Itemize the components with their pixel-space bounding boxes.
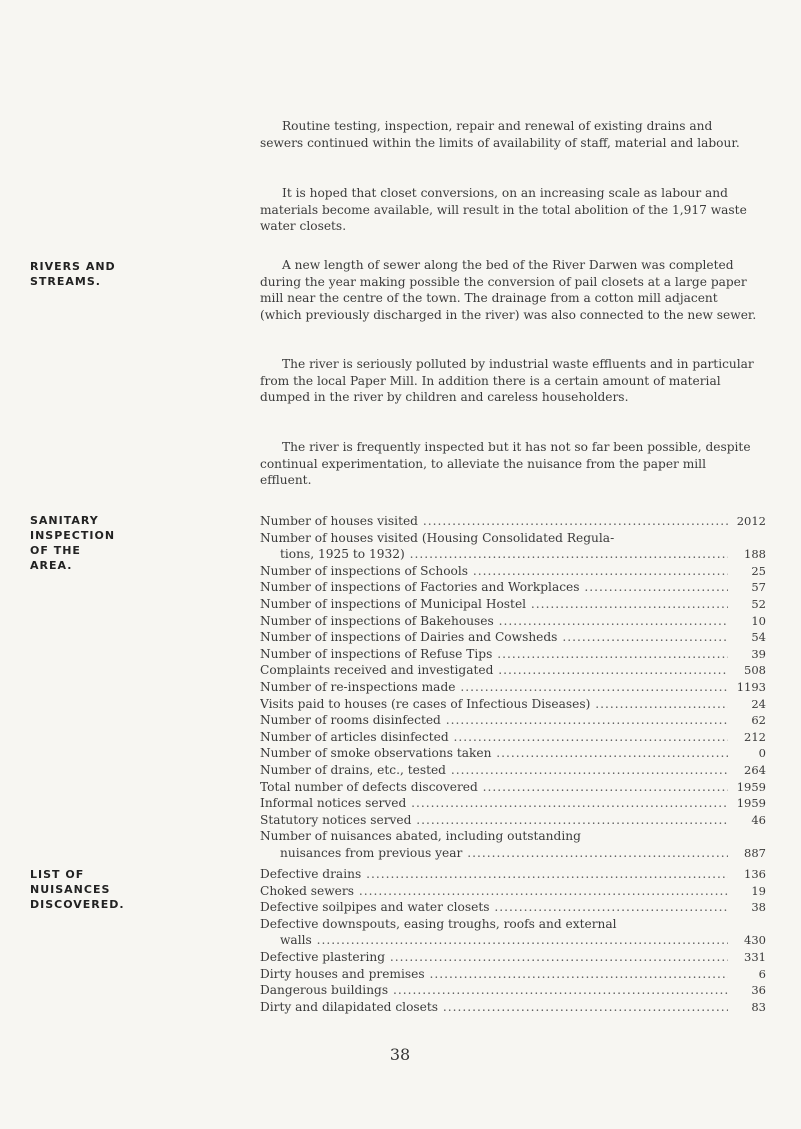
item-label: Dirty and dilapidated closets ..... bbox=[260, 999, 728, 1016]
item-value: 83 bbox=[751, 999, 766, 1014]
item-label: Total number of defects discovered ..... bbox=[260, 779, 728, 796]
list-item bbox=[260, 795, 766, 812]
item-label-line: Number of nuisances abated, including outstanding bbox=[260, 829, 581, 844]
heading-list-of-nuisances bbox=[30, 867, 150, 912]
item-value: 19 bbox=[751, 883, 766, 898]
list-item bbox=[260, 662, 766, 679]
item-value: 508 bbox=[744, 663, 766, 678]
item-label: Number of inspections of Municipal Hostel ..... bbox=[260, 596, 728, 613]
list-item bbox=[260, 883, 766, 900]
item-label: Number of inspections of Bakehouses ..... bbox=[260, 613, 728, 630]
item-label-line: Defective downspouts, easing troughs, roofs and external bbox=[260, 916, 617, 931]
paragraph-inspected: The river is frequently inspected but it has not so far been possible, despite continual experimentation, to alleviate the nuisance from the paper mill effluent. bbox=[260, 440, 751, 487]
list-item bbox=[260, 679, 766, 696]
list-item bbox=[260, 712, 766, 729]
heading-line: OF THE bbox=[30, 544, 81, 557]
item-value: 331 bbox=[744, 949, 766, 964]
item-value: 6 bbox=[758, 966, 766, 981]
list-item bbox=[260, 866, 766, 883]
heading-line: INSPECTION bbox=[30, 529, 116, 542]
item-value: 39 bbox=[751, 646, 766, 661]
item-label: Number of articles disinfected ..... bbox=[260, 729, 728, 746]
item-label: Number of drains, etc., tested ..... bbox=[260, 762, 728, 779]
list-item bbox=[260, 563, 766, 580]
item-label-continuation: walls ..... bbox=[260, 932, 728, 949]
heading-line: AREA. bbox=[30, 559, 73, 572]
page-number: 38 bbox=[389, 1045, 411, 1064]
item-label-continuation: tions, 1925 to 1932) ..... bbox=[260, 546, 728, 563]
list-item bbox=[260, 596, 766, 613]
heading-line: LIST OF bbox=[30, 868, 85, 881]
item-value: 264 bbox=[744, 762, 766, 777]
item-value: 2012 bbox=[736, 514, 766, 528]
list-item bbox=[260, 646, 766, 663]
heading-line: NUISANCES bbox=[30, 883, 111, 896]
item-value: 136 bbox=[744, 867, 766, 881]
list-item bbox=[260, 828, 766, 861]
list-item bbox=[260, 613, 766, 630]
list-item bbox=[260, 999, 766, 1016]
heading-line: RIVERS AND bbox=[30, 260, 116, 273]
item-value: 188 bbox=[744, 547, 766, 562]
item-label-continuation: nuisances from previous year ..... bbox=[260, 845, 728, 862]
item-label: Number of inspections of Factories and Workplaces ..... bbox=[260, 579, 728, 596]
item-label: Number of inspections of Refuse Tips ..... bbox=[260, 646, 728, 663]
sanitary-inspection-list bbox=[260, 513, 766, 861]
list-item bbox=[260, 899, 766, 916]
item-value: 52 bbox=[751, 596, 766, 611]
list-item bbox=[260, 696, 766, 713]
item-value: 57 bbox=[751, 580, 766, 595]
item-label: Defective drains ..... bbox=[260, 866, 728, 883]
item-value: 38 bbox=[751, 900, 766, 915]
list-item bbox=[260, 982, 766, 999]
item-value: 887 bbox=[744, 845, 766, 860]
list-item bbox=[260, 949, 766, 966]
heading-line: SANITARY bbox=[30, 514, 99, 527]
item-label: Dangerous buildings ..... bbox=[260, 982, 728, 999]
item-value: 212 bbox=[744, 729, 766, 744]
list-item bbox=[260, 629, 766, 646]
item-label: Number of houses visited ..... bbox=[260, 513, 728, 530]
paragraph-drains: Routine testing, inspection, repair and renewal of existing drains and sewers continued within the limits of availability of staff, material and labour. bbox=[260, 119, 740, 150]
item-label: Number of re-inspections made ..... bbox=[260, 679, 728, 696]
item-label: Visits paid to houses (re cases of Infectious Diseases) ..... bbox=[260, 696, 728, 713]
item-label: Dirty houses and premises ..... bbox=[260, 966, 728, 983]
list-item bbox=[260, 530, 766, 563]
heading-line: STREAMS. bbox=[30, 275, 101, 288]
paragraph-pollution: The river is seriously polluted by industrial waste effluents and in particular from the local Paper Mill. In addition there is a certain amount of material dumped in the river by children and careless householders. bbox=[260, 357, 754, 404]
item-label: Complaints received and investigated ..... bbox=[260, 662, 728, 679]
item-label: Number of inspections of Dairies and Cowsheds ..... bbox=[260, 629, 728, 646]
item-value: 1959 bbox=[736, 779, 766, 794]
item-value: 430 bbox=[744, 933, 766, 948]
item-label: Statutory notices served ..... bbox=[260, 812, 728, 829]
list-item bbox=[260, 966, 766, 983]
heading-sanitary-inspection bbox=[30, 513, 150, 573]
list-item bbox=[260, 579, 766, 596]
list-item bbox=[260, 812, 766, 829]
item-label: Informal notices served ..... bbox=[260, 795, 728, 812]
item-label: Number of smoke observations taken ..... bbox=[260, 745, 728, 762]
item-value: 1193 bbox=[736, 679, 766, 694]
list-item bbox=[260, 779, 766, 796]
paragraph-sewer: A new length of sewer along the bed of the River Darwen was completed during the year making possible the conversion of pail closets at a large paper mill near the centre of the town. The drainage from a cotton mill adjacent (which previously discharged in the river) was also connected to the new sewer. bbox=[260, 258, 757, 322]
item-value: 46 bbox=[751, 812, 766, 827]
item-label: Choked sewers ..... bbox=[260, 883, 728, 900]
list-item bbox=[260, 513, 766, 530]
item-value: 36 bbox=[751, 983, 766, 998]
item-label bbox=[260, 916, 728, 949]
item-label-line: Number of houses visited (Housing Consolidated Regula- bbox=[260, 530, 615, 545]
paragraph-closets: It is hoped that closet conversions, on an increasing scale as labour and materials become available, will result in the total abolition of the 1,917 waste water closets. bbox=[260, 186, 747, 233]
item-label: Number of rooms disinfected ..... bbox=[260, 712, 728, 729]
list-item bbox=[260, 762, 766, 779]
item-value: 25 bbox=[751, 563, 766, 578]
item-value: 10 bbox=[751, 613, 766, 628]
item-label: Number of inspections of Schools ..... bbox=[260, 563, 728, 580]
item-label: Defective plastering ..... bbox=[260, 949, 728, 966]
list-item bbox=[260, 916, 766, 949]
item-value: 1959 bbox=[736, 796, 766, 811]
list-item bbox=[260, 745, 766, 762]
item-label: Defective soilpipes and water closets ..... bbox=[260, 899, 728, 916]
item-value: 0 bbox=[758, 746, 766, 761]
item-value: 24 bbox=[751, 696, 766, 711]
item-value: 62 bbox=[751, 713, 766, 728]
heading-line: DISCOVERED. bbox=[30, 898, 125, 911]
list-item bbox=[260, 729, 766, 746]
item-label bbox=[260, 828, 728, 861]
item-value: 54 bbox=[751, 630, 766, 645]
item-label bbox=[260, 530, 728, 563]
nuisances-list bbox=[260, 866, 766, 1015]
heading-rivers-and-streams bbox=[30, 259, 150, 289]
